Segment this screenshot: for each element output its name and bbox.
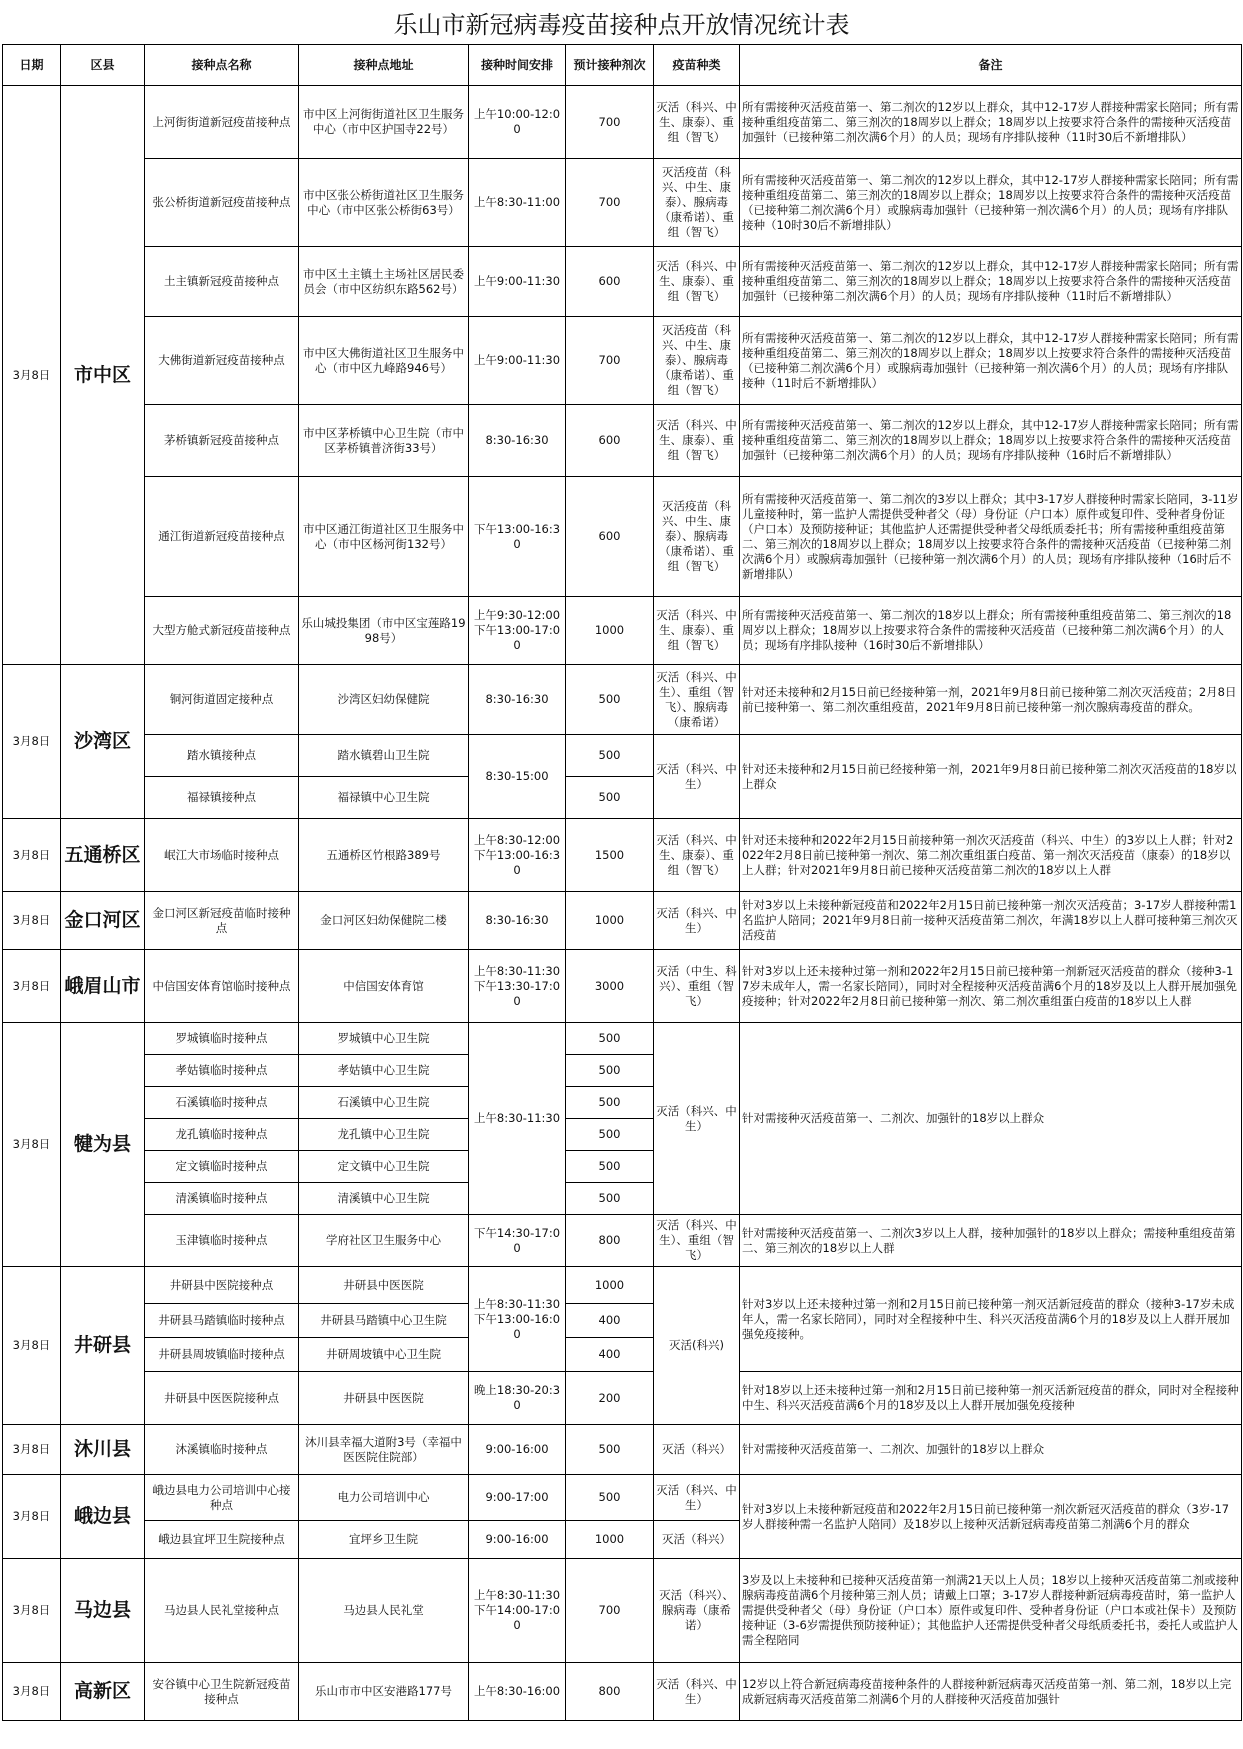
site-note: 针对3岁以上还未接种过第一剂和2022年2月15日前已接种第一剂新冠灭活疫苗的群众（接种3-17岁未成年人，需一名家长陪同），同时对全程接种灭活疫苗满6个月的18岁及以上人群开展加强免疫接种；针对2022年2月8日前已接种第一剂次、第二剂次重组蛋白疫苗的18岁以上人群 — [740, 950, 1242, 1023]
site-vaccine: 灭活（科兴、中生、康泰）、重组（智飞） — [654, 819, 740, 892]
site-vaccine: 灭活（科兴、中生、康泰）、重组（智飞） — [654, 405, 740, 477]
site-address: 井研县中医医院 — [299, 1372, 469, 1425]
site-vaccine: 灭活疫苗（科兴、中生、康泰）、腺病毒（康希诺）、重组（智飞） — [654, 477, 740, 597]
date-cell: 3月8日 — [3, 1267, 61, 1425]
site-time: 9:00-16:00 — [469, 1425, 566, 1475]
site-doses: 1000 — [566, 597, 654, 665]
site-vaccine: 灭活（科兴、中生） — [654, 735, 740, 819]
date-cell: 3月8日 — [3, 1023, 61, 1267]
site-vaccine: 灭活（科兴） — [654, 1521, 740, 1559]
site-address: 电力公司培训中心 — [299, 1475, 469, 1521]
date-cell: 3月8日 — [3, 819, 61, 892]
site-doses: 200 — [566, 1372, 654, 1425]
page-title: 乐山市新冠病毒疫苗接种点开放情况统计表 — [393, 11, 850, 39]
site-address: 马边县人民礼堂 — [299, 1559, 469, 1663]
site-address: 市中区茅桥镇中心卫生院（市中区茅桥镇普济街33号） — [299, 405, 469, 477]
site-vaccine: 灭活（科兴）、腺病毒（康希诺） — [654, 1559, 740, 1663]
table-row — [3, 1663, 1242, 1721]
site-name: 龙孔镇临时接种点 — [145, 1119, 299, 1151]
site-name: 福禄镇接种点 — [145, 777, 299, 819]
district-cell: 犍为县 — [61, 1023, 145, 1267]
table-row — [3, 86, 1242, 159]
site-address: 市中区通江街道社区卫生服务中心（市中区杨河街132号） — [299, 477, 469, 597]
site-vaccine: 灭活(科兴) — [654, 1267, 740, 1425]
date-cell: 3月8日 — [3, 86, 61, 665]
site-time: 上午8:30-11:30 下午14:00-17:00 — [469, 1559, 566, 1663]
site-doses: 500 — [566, 777, 654, 819]
table-row — [3, 317, 1242, 405]
site-address: 市中区张公桥街道社区卫生服务中心（市中区张公桥街63号） — [299, 159, 469, 247]
site-note: 针对还未接种和2月15日前已经接种第一剂，2021年9月8日前已接种第二剂次灭活疫苗的18岁以上群众 — [740, 735, 1242, 819]
site-doses: 600 — [566, 477, 654, 597]
table-row — [3, 159, 1242, 247]
site-address: 井研周坡镇中心卫生院 — [299, 1338, 469, 1372]
table-row — [3, 735, 1242, 777]
table-row — [3, 405, 1242, 477]
site-doses: 1000 — [566, 1521, 654, 1559]
table-row — [3, 892, 1242, 950]
site-doses: 700 — [566, 86, 654, 159]
site-time: 8:30-16:30 — [469, 892, 566, 950]
district-cell: 五通桥区 — [61, 819, 145, 892]
site-address: 乐山市市中区安港路177号 — [299, 1663, 469, 1721]
district-cell: 井研县 — [61, 1267, 145, 1425]
header-vaccine: 疫苗种类 — [654, 45, 740, 86]
site-name: 张公桥街道新冠疫苗接种点 — [145, 159, 299, 247]
site-vaccine: 灭活（中生、科兴）、重组（智飞） — [654, 950, 740, 1023]
site-address: 福禄镇中心卫生院 — [299, 777, 469, 819]
site-time: 上午8:30-11:00 — [469, 159, 566, 247]
site-address: 井研县马踏镇中心卫生院 — [299, 1304, 469, 1338]
district-cell: 高新区 — [61, 1663, 145, 1721]
site-note: 针对需接种灭活疫苗第一、二剂次3岁以上人群，接种加强针的18岁以上群众；需接种重组疫苗第二、第三剂次的18岁以上人群 — [740, 1215, 1242, 1267]
site-note: 所有需接种灭活疫苗第一、第二剂次的12岁以上群众，其中12-17岁人群接种需家长陪同；所有需接种重组疫苗第二、第三剂次的18周岁以上群众；18周岁以上按要求符合条件的需接种灭活疫苗加强针（已接种第二剂次满6个月）的人员；现场有序排队接种（16时后不新增排队） — [740, 405, 1242, 477]
site-vaccine: 灭活（科兴、中生） — [654, 1023, 740, 1215]
site-address: 沐川县幸福大道附3号（幸福中医医院住院部） — [299, 1425, 469, 1475]
table-row — [3, 247, 1242, 317]
site-doses: 800 — [566, 1663, 654, 1721]
site-name: 玉津镇临时接种点 — [145, 1215, 299, 1267]
district-cell: 峨边县 — [61, 1475, 145, 1559]
table-row — [3, 477, 1242, 597]
site-time: 上午9:00-11:30 — [469, 317, 566, 405]
date-cell: 3月8日 — [3, 1663, 61, 1721]
site-address: 乐山城投集团（市中区宝莲路1998号） — [299, 597, 469, 665]
site-note: 针对3岁以上未接种新冠疫苗和2022年2月15日前已接种第一剂次灭活疫苗；3-17岁人群接种需1名监护人陪同；2021年9月8日前一接种灭活疫苗第二剂次，年满18岁以上人群可接种第三剂次灭活疫苗 — [740, 892, 1242, 950]
date-cell: 3月8日 — [3, 1559, 61, 1663]
site-time: 8:30-15:00 — [469, 735, 566, 819]
site-vaccine: 灭活（科兴、中生） — [654, 1663, 740, 1721]
site-address: 五通桥区竹根路389号 — [299, 819, 469, 892]
site-name: 井研县中医院接种点 — [145, 1267, 299, 1304]
site-doses: 700 — [566, 159, 654, 247]
site-time: 下午14:30-17:00 — [469, 1215, 566, 1267]
table-row — [3, 1425, 1242, 1475]
site-name: 土主镇新冠疫苗接种点 — [145, 247, 299, 317]
site-vaccine: 灭活（科兴、中生）、重组（智飞）、腺病毒（康希诺） — [654, 665, 740, 735]
site-time: 上午10:00-12:00 — [469, 86, 566, 159]
site-name: 定文镇临时接种点 — [145, 1151, 299, 1183]
site-address: 井研县中医医院 — [299, 1267, 469, 1304]
site-address: 中信国安体育馆 — [299, 950, 469, 1023]
site-address: 学府社区卫生服务中心 — [299, 1215, 469, 1267]
table-row — [3, 950, 1242, 1023]
site-vaccine: 灭活（科兴、中生、康泰）、重组（智飞） — [654, 247, 740, 317]
site-doses: 400 — [566, 1304, 654, 1338]
site-doses: 3000 — [566, 950, 654, 1023]
district-cell: 峨眉山市 — [61, 950, 145, 1023]
site-vaccine: 灭活（科兴、中生）、重组（智飞） — [654, 1215, 740, 1267]
site-address: 市中区上河街街道社区卫生服务中心（市中区护国寺22号） — [299, 86, 469, 159]
site-doses: 700 — [566, 317, 654, 405]
site-vaccine: 灭活（科兴、中生） — [654, 892, 740, 950]
district-cell: 市中区 — [61, 86, 145, 665]
site-time: 9:00-16:00 — [469, 1521, 566, 1559]
site-address: 石溪镇中心卫生院 — [299, 1087, 469, 1119]
site-name: 中信国安体育馆临时接种点 — [145, 950, 299, 1023]
date-cell: 3月8日 — [3, 665, 61, 819]
table-row — [3, 1267, 1242, 1304]
site-doses: 500 — [566, 735, 654, 777]
site-note: 所有需接种灭活疫苗第一、第二剂次的12岁以上群众，其中12-17岁人群接种需家长陪同；所有需接种重组疫苗第二、第三剂次的18周岁以上群众；18周岁以上按要求符合条件的需接种灭活疫苗（已接种第二剂次满6个月）或腺病毒加强针（已接种第一剂次满6个月）的人员；现场有序排队接种（11时后不新增排队） — [740, 317, 1242, 405]
site-name: 大佛街道新冠疫苗接种点 — [145, 317, 299, 405]
site-address: 罗城镇中心卫生院 — [299, 1023, 469, 1055]
site-time: 上午8:30-11:30 下午13:00-16:00 — [469, 1267, 566, 1372]
header-district: 区县 — [61, 45, 145, 86]
header-date: 日期 — [3, 45, 61, 86]
table-header-row — [3, 45, 1242, 86]
site-note: 针对需接种灭活疫苗第一、二剂次、加强针的18岁以上群众 — [740, 1023, 1242, 1215]
site-address: 金口河区妇幼保健院二楼 — [299, 892, 469, 950]
site-name: 上河街街道新冠疫苗接种点 — [145, 86, 299, 159]
site-note: 针对3岁以上还未接种过第一剂和2月15日前已接种第一剂灭活新冠疫苗的群众（接种3-17岁未成年人，需一名家长陪同），同时对全程接种中生、科兴灭活疫苗满6个月的18岁及以上人群开展加强免疫接种。 — [740, 1267, 1242, 1372]
site-name: 岷江大市场临时接种点 — [145, 819, 299, 892]
vaccination-table — [2, 44, 1242, 1721]
site-time: 上午8:30-12:00 下午13:00-16:30 — [469, 819, 566, 892]
header-site-name: 接种点名称 — [145, 45, 299, 86]
site-vaccine: 灭活（科兴、中生、康泰）、重组（智飞） — [654, 597, 740, 665]
site-note: 针对还未接种和2月15日前已经接种第一剂，2021年9月8日前已接种第二剂次灭活疫苗；2月8日前已接种第一、第二剂次重组疫苗，2021年9月8日前已接种第一剂次腺病毒疫苗的群众。 — [740, 665, 1242, 735]
site-name: 金口河区新冠疫苗临时接种点 — [145, 892, 299, 950]
site-time: 9:00-17:00 — [469, 1475, 566, 1521]
site-doses: 800 — [566, 1215, 654, 1267]
site-name: 石溪镇临时接种点 — [145, 1087, 299, 1119]
district-cell: 马边县 — [61, 1559, 145, 1663]
site-address: 市中区土主镇土主场社区居民委员会（市中区纺织东路562号） — [299, 247, 469, 317]
site-doses: 500 — [566, 1023, 654, 1055]
site-doses: 600 — [566, 247, 654, 317]
site-vaccine: 灭活（科兴） — [654, 1425, 740, 1475]
date-cell: 3月8日 — [3, 1475, 61, 1559]
table-row — [3, 1372, 1242, 1425]
site-note: 所有需接种灭活疫苗第一、第二剂次的12岁以上群众，其中12-17岁人群接种需家长陪同；所有需接种重组疫苗第二、第三剂次的18周岁以上群众；18周岁以上按要求符合条件的需接种灭活疫苗加强针（已接种第二剂次满6个月）的人员；现场有序排队接种（11时后不新增排队） — [740, 247, 1242, 317]
site-note: 12岁以上符合新冠病毒疫苗接种条件的人群接种新冠病毒灭活疫苗第一剂、第二剂，18岁以上完成新冠病毒灭活疫苗第二剂满6个月的人群接种灭活疫苗加强针 — [740, 1663, 1242, 1721]
site-time: 上午8:30-16:00 — [469, 1663, 566, 1721]
site-name: 井研县中医医院接种点 — [145, 1372, 299, 1425]
site-time: 下午13:00-16:30 — [469, 477, 566, 597]
header-time: 接种时间安排 — [469, 45, 566, 86]
site-address: 宜坪乡卫生院 — [299, 1521, 469, 1559]
site-note: 针对需接种灭活疫苗第一、二剂次、加强针的18岁以上群众 — [740, 1425, 1242, 1475]
site-time: 上午9:00-11:30 — [469, 247, 566, 317]
site-name: 峨边县宜坪卫生院接种点 — [145, 1521, 299, 1559]
site-name: 井研县周坡镇临时接种点 — [145, 1338, 299, 1372]
header-note: 备注 — [740, 45, 1242, 86]
site-name: 大型方舱式新冠疫苗接种点 — [145, 597, 299, 665]
site-doses: 500 — [566, 1055, 654, 1087]
site-vaccine: 灭活（科兴、中生、康泰）、重组（智飞） — [654, 86, 740, 159]
site-address: 沙湾区妇幼保健院 — [299, 665, 469, 735]
site-address: 龙孔镇中心卫生院 — [299, 1119, 469, 1151]
site-name: 马边县人民礼堂接种点 — [145, 1559, 299, 1663]
site-name: 通江街道新冠疫苗接种点 — [145, 477, 299, 597]
site-vaccine: 灭活疫苗（科兴、中生、康泰）、腺病毒（康希诺）、重组（智飞） — [654, 159, 740, 247]
district-cell: 沙湾区 — [61, 665, 145, 819]
site-doses: 500 — [566, 1119, 654, 1151]
date-cell: 3月8日 — [3, 950, 61, 1023]
site-address: 踏水镇碧山卫生院 — [299, 735, 469, 777]
site-name: 铜河街道固定接种点 — [145, 665, 299, 735]
site-doses: 700 — [566, 1559, 654, 1663]
site-time: 上午8:30-11:30 — [469, 1023, 566, 1215]
site-note: 所有需接种灭活疫苗第一、第二剂次的3岁以上群众；其中3-17岁人群接种时需家长陪同，3-11岁儿童接种时，第一监护人需提供受种者父（母）身份证（户口本）原件或复印件、受种者身份证（户口本）及预防接种证；其他监护人还需提供受种者父母纸质委托书；所有需接种重组疫苗第二、第三剂次的18周岁以上群众；18周岁以上按要求符合条件的需接种灭活疫苗（已接种第二剂次满6个月）或腺病毒加强针（已接种第一剂次满6个月）的人员；现场有序排队接种（16时后不新增排队） — [740, 477, 1242, 597]
table-row — [3, 819, 1242, 892]
table-row — [3, 1023, 1242, 1055]
site-name: 安谷镇中心卫生院新冠疫苗接种点 — [145, 1663, 299, 1721]
date-cell: 3月8日 — [3, 892, 61, 950]
site-note: 针对3岁以上未接种新冠疫苗和2022年2月15日前已接种第一剂次新冠灭活疫苗的群众（3岁-17岁人群接种需一名监护人陪同）及18岁以上接种灭活新冠病毒疫苗第二剂满6个月的群众 — [740, 1475, 1242, 1559]
site-note: 所有需接种灭活疫苗第一、第二剂次的12岁以上群众，其中12-17岁人群接种需家长陪同；所有需接种重组疫苗第二、第三剂次的18周岁以上群众；18周岁以上按要求符合条件的需接种灭活疫苗加强针（已接种第二剂次满6个月）的人员；现场有序排队接种（11时30后不新增排队） — [740, 86, 1242, 159]
site-address: 定文镇中心卫生院 — [299, 1151, 469, 1183]
site-doses: 500 — [566, 1087, 654, 1119]
site-doses: 500 — [566, 1151, 654, 1183]
site-name: 孝姑镇临时接种点 — [145, 1055, 299, 1087]
district-cell: 沐川县 — [61, 1425, 145, 1475]
site-name: 井研县马踏镇临时接种点 — [145, 1304, 299, 1338]
site-name: 罗城镇临时接种点 — [145, 1023, 299, 1055]
site-time: 8:30-16:30 — [469, 665, 566, 735]
site-doses: 500 — [566, 1475, 654, 1521]
site-name: 茅桥镇新冠疫苗接种点 — [145, 405, 299, 477]
site-time: 晚上18:30-20:30 — [469, 1372, 566, 1425]
site-name: 清溪镇临时接种点 — [145, 1183, 299, 1215]
header-address: 接种点地址 — [299, 45, 469, 86]
site-address: 市中区大佛街道社区卫生服务中心（市中区九峰路946号） — [299, 317, 469, 405]
site-note: 3岁及以上未接种和已接种灭活疫苗第一剂满21天以上人员；18岁以上接种灭活疫苗第二剂或接种腺病毒疫苗满6个月接种第三剂人员；请戴上口罩；3-17岁人群接种新冠病毒疫苗时，第一监护人需提供受种者父（母）身份证（户口本）原件或复印件、受种者身份证（户口本或社保卡）及预防接种证（3-6岁需提供预防接种证）；其他监护人还需提供受种者父母纸质委托书，委托人或监护人需全程陪同 — [740, 1559, 1242, 1663]
site-doses: 1000 — [566, 892, 654, 950]
site-name: 踏水镇接种点 — [145, 735, 299, 777]
site-time: 上午9:30-12:00 下午13:00-17:00 — [469, 597, 566, 665]
site-address: 孝姑镇中心卫生院 — [299, 1055, 469, 1087]
site-name: 沐溪镇临时接种点 — [145, 1425, 299, 1475]
site-doses: 400 — [566, 1338, 654, 1372]
date-cell: 3月8日 — [3, 1425, 61, 1475]
table-row — [3, 1215, 1242, 1267]
table-row — [3, 1475, 1242, 1521]
site-doses: 600 — [566, 405, 654, 477]
site-doses: 1000 — [566, 1267, 654, 1304]
site-note: 所有需接种灭活疫苗第一、第二剂次的12岁以上群众，其中12-17岁人群接种需家长陪同；所有需接种重组疫苗第二、第三剂次的18周岁以上群众；18周岁以上按要求符合条件的需接种灭活疫苗（已接种第二剂次满6个月）或腺病毒加强针（已接种第一剂次满6个月）的人员；现场有序排队接种（10时30后不新增排队） — [740, 159, 1242, 247]
table-row — [3, 665, 1242, 735]
site-note: 针对还未接种和2022年2月15日前接种第一剂次灭活疫苗（科兴、中生）的3岁以上人群；针对2022年2月8日前已接种第一剂次、第二剂次重组蛋白疫苗、第一剂次灭活疫苗（康泰）的18岁以上人群；针对2021年9月8日前已接种灭活疫苗第二剂次的18岁以上人群 — [740, 819, 1242, 892]
site-doses: 1500 — [566, 819, 654, 892]
site-time: 8:30-16:30 — [469, 405, 566, 477]
site-vaccine: 灭活疫苗（科兴、中生、康泰）、腺病毒（康希诺）、重组（智飞） — [654, 317, 740, 405]
header-doses: 预计接种剂次 — [566, 45, 654, 86]
site-doses: 500 — [566, 1425, 654, 1475]
site-time: 上午8:30-11:30 下午13:30-17:00 — [469, 950, 566, 1023]
site-doses: 500 — [566, 1183, 654, 1215]
site-note: 针对18岁以上还未接种过第一剂和2月15日前已接种第一剂灭活新冠疫苗的群众，同时对全程接种中生、科兴灭活疫苗满6个月的18岁及以上人群开展加强免疫接种 — [740, 1372, 1242, 1425]
site-doses: 500 — [566, 665, 654, 735]
site-name: 峨边县电力公司培训中心接种点 — [145, 1475, 299, 1521]
table-row — [3, 1559, 1242, 1663]
district-cell: 金口河区 — [61, 892, 145, 950]
site-address: 清溪镇中心卫生院 — [299, 1183, 469, 1215]
site-vaccine: 灭活（科兴、中生） — [654, 1475, 740, 1521]
table-row — [3, 597, 1242, 665]
site-note: 所有需接种灭活疫苗第一、第二剂次的18岁以上群众；所有需接种重组疫苗第二、第三剂次的18周岁以上群众；18周岁以上按要求符合条件的需接种灭活疫苗（已接种第二剂次满6个月）的人员；现场有序排队接种（16时30后不新增排队） — [740, 597, 1242, 665]
